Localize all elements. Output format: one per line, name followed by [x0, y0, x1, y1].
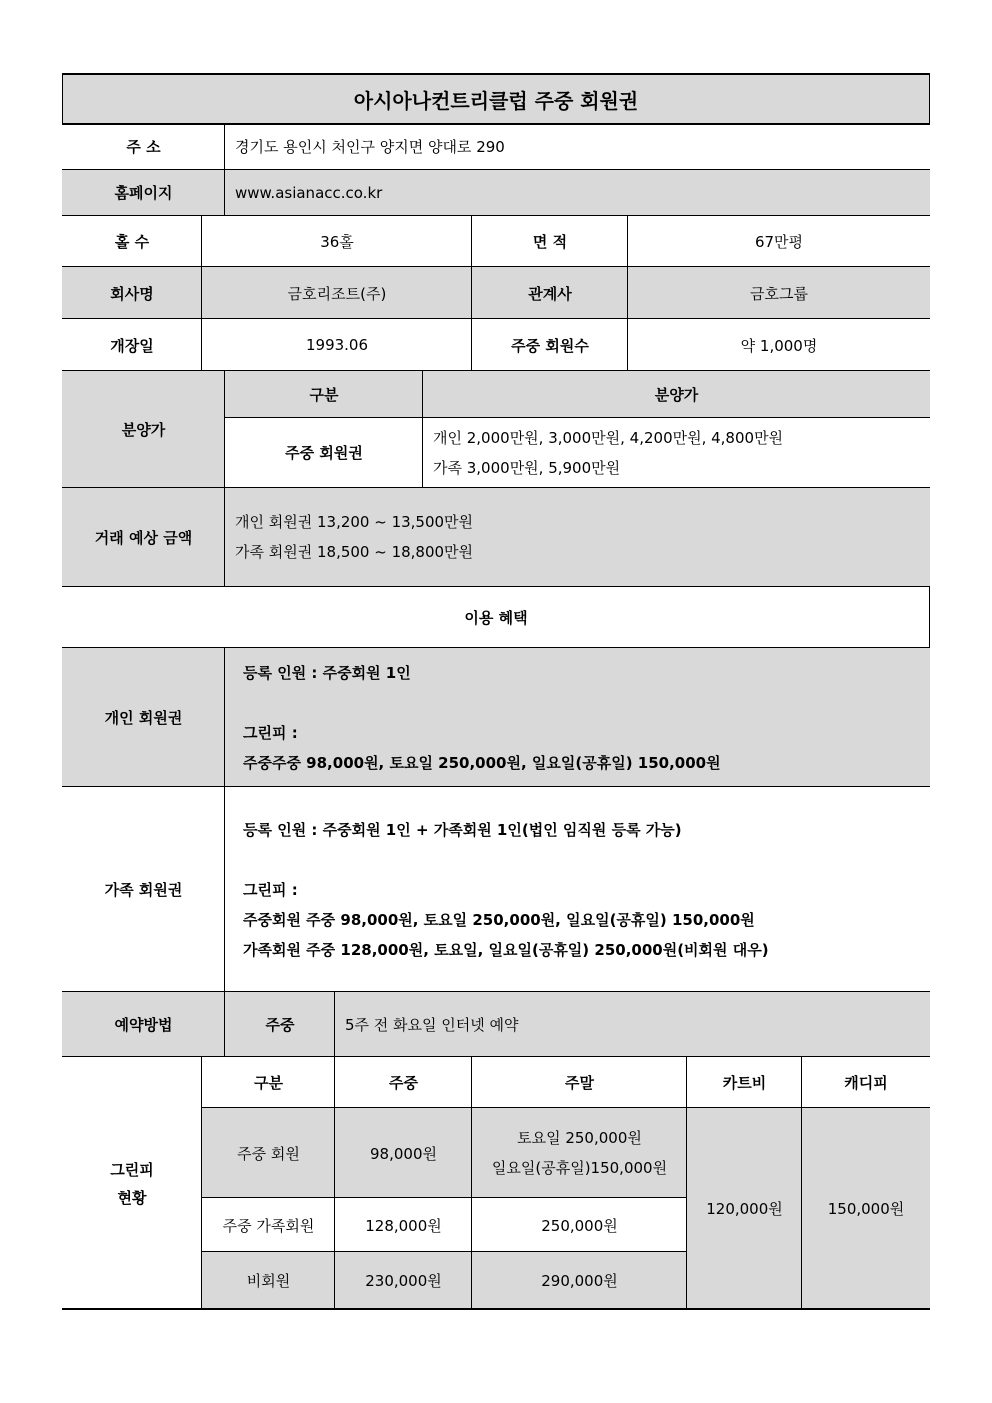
page-title: 아시아나컨트리클럽 주중 회원권: [62, 74, 930, 124]
family-membership-details: [225, 787, 930, 992]
reservation-type: 주중: [225, 992, 335, 1057]
greenfee-status-label-line: 현황: [117, 1189, 147, 1207]
expected-price-line: 개인 회원권 13,200 ~ 13,500만원: [235, 513, 474, 531]
sale-price-category-header: 구분: [225, 371, 423, 417]
greenfee-header-caddie-fee: 캐디피: [802, 1057, 930, 1108]
homepage-value: www.asianacc.co.kr: [225, 169, 930, 216]
affiliate-value: 금호그룹: [628, 267, 930, 319]
greenfee-status-label: [62, 1057, 202, 1309]
opening-value: 1993.06: [202, 319, 472, 371]
address-label: 주 소: [62, 124, 225, 169]
family-greenfee-line: 가족회원 주중 128,000원, 토요일, 일요일(공휴일) 250,000원(비회원 대우): [243, 940, 769, 959]
greenfee-header-weekday: 주중: [335, 1057, 472, 1108]
greenfee-row-weekend: [472, 1108, 687, 1198]
family-membership-label: 가족 회원권: [62, 787, 225, 992]
sale-price-values: [423, 417, 930, 488]
individual-membership-label: 개인 회원권: [62, 648, 225, 787]
individual-greenfee-line: 주중주중 98,000원, 토요일 250,000원, 일요일(공휴일) 150,000원: [243, 753, 721, 772]
greenfee-header-category: 구분: [202, 1057, 335, 1108]
greenfee-header-cart-fee: 카트비: [687, 1057, 802, 1108]
greenfee-header-weekend: 주말: [472, 1057, 687, 1108]
area-label: 면 적: [472, 216, 628, 267]
address-value: 경기도 용인시 처인구 양지면 양대로 290: [225, 124, 930, 169]
expected-price-label: 거래 예상 금액: [62, 488, 225, 586]
holes-value: 36홀: [202, 216, 472, 267]
sale-price-line: 개인 2,000만원, 3,000만원, 4,200만원, 4,800만원: [433, 428, 784, 447]
greenfee-weekend-line: 토요일 250,000원: [517, 1129, 642, 1147]
member-count-label: 주중 회원수: [472, 319, 628, 371]
greenfee-row-weekday: 128,000원: [335, 1198, 472, 1252]
homepage-label: 홈페이지: [62, 169, 225, 216]
expected-price-line: 가족 회원권 18,500 ~ 18,800만원: [235, 543, 474, 561]
greenfee-row-weekday: 98,000원: [335, 1108, 472, 1198]
caddie-fee-value: 150,000원: [802, 1108, 930, 1309]
sale-price-label: 분양가: [62, 371, 225, 488]
greenfee-weekend-line: 일요일(공휴일)150,000원: [491, 1159, 668, 1177]
company-label: 회사명: [62, 267, 202, 319]
holes-label: 홀 수: [62, 216, 202, 267]
greenfee-row-weekday: 230,000원: [335, 1252, 472, 1309]
greenfee-row-weekend: 290,000원: [472, 1252, 687, 1309]
individual-greenfee-label: 그린피 :: [243, 723, 298, 742]
affiliate-label: 관계사: [472, 267, 628, 319]
greenfee-row-category: 주중 회원: [202, 1108, 335, 1198]
family-registration: 등록 인원 : 주중회원 1인 + 가족회원 1인(법인 임직원 등록 가능): [243, 820, 682, 839]
family-greenfee-line: 주중회원 주중 98,000원, 토요일 250,000원, 일요일(공휴일) 150,000원: [243, 910, 755, 929]
sale-price-line: 가족 3,000만원, 5,900만원: [433, 458, 621, 477]
area-value: 67만평: [628, 216, 930, 267]
greenfee-row-weekend: 250,000원: [472, 1198, 687, 1252]
company-value: 금호리조트(주): [202, 267, 472, 319]
opening-label: 개장일: [62, 319, 202, 371]
greenfee-status-label-line: 그린피: [110, 1161, 154, 1179]
family-greenfee-label: 그린피 :: [243, 880, 298, 899]
individual-membership-details: [225, 648, 930, 787]
greenfee-row-category: 주중 가족회원: [202, 1198, 335, 1252]
reservation-label: 예약방법: [62, 992, 225, 1057]
reservation-value: 5주 전 화요일 인터넷 예약: [335, 992, 930, 1057]
greenfee-row-category: 비회원: [202, 1252, 335, 1309]
sale-price-price-header: 분양가: [423, 371, 930, 417]
expected-price-values: [225, 488, 930, 586]
benefits-header: 이용 혜택: [62, 586, 930, 648]
individual-registration: 등록 인원 : 주중회원 1인: [243, 663, 411, 682]
cart-fee-value: 120,000원: [687, 1108, 802, 1309]
member-count-value: 약 1,000명: [628, 319, 930, 371]
sale-price-row-label: 주중 회원권: [225, 417, 423, 488]
